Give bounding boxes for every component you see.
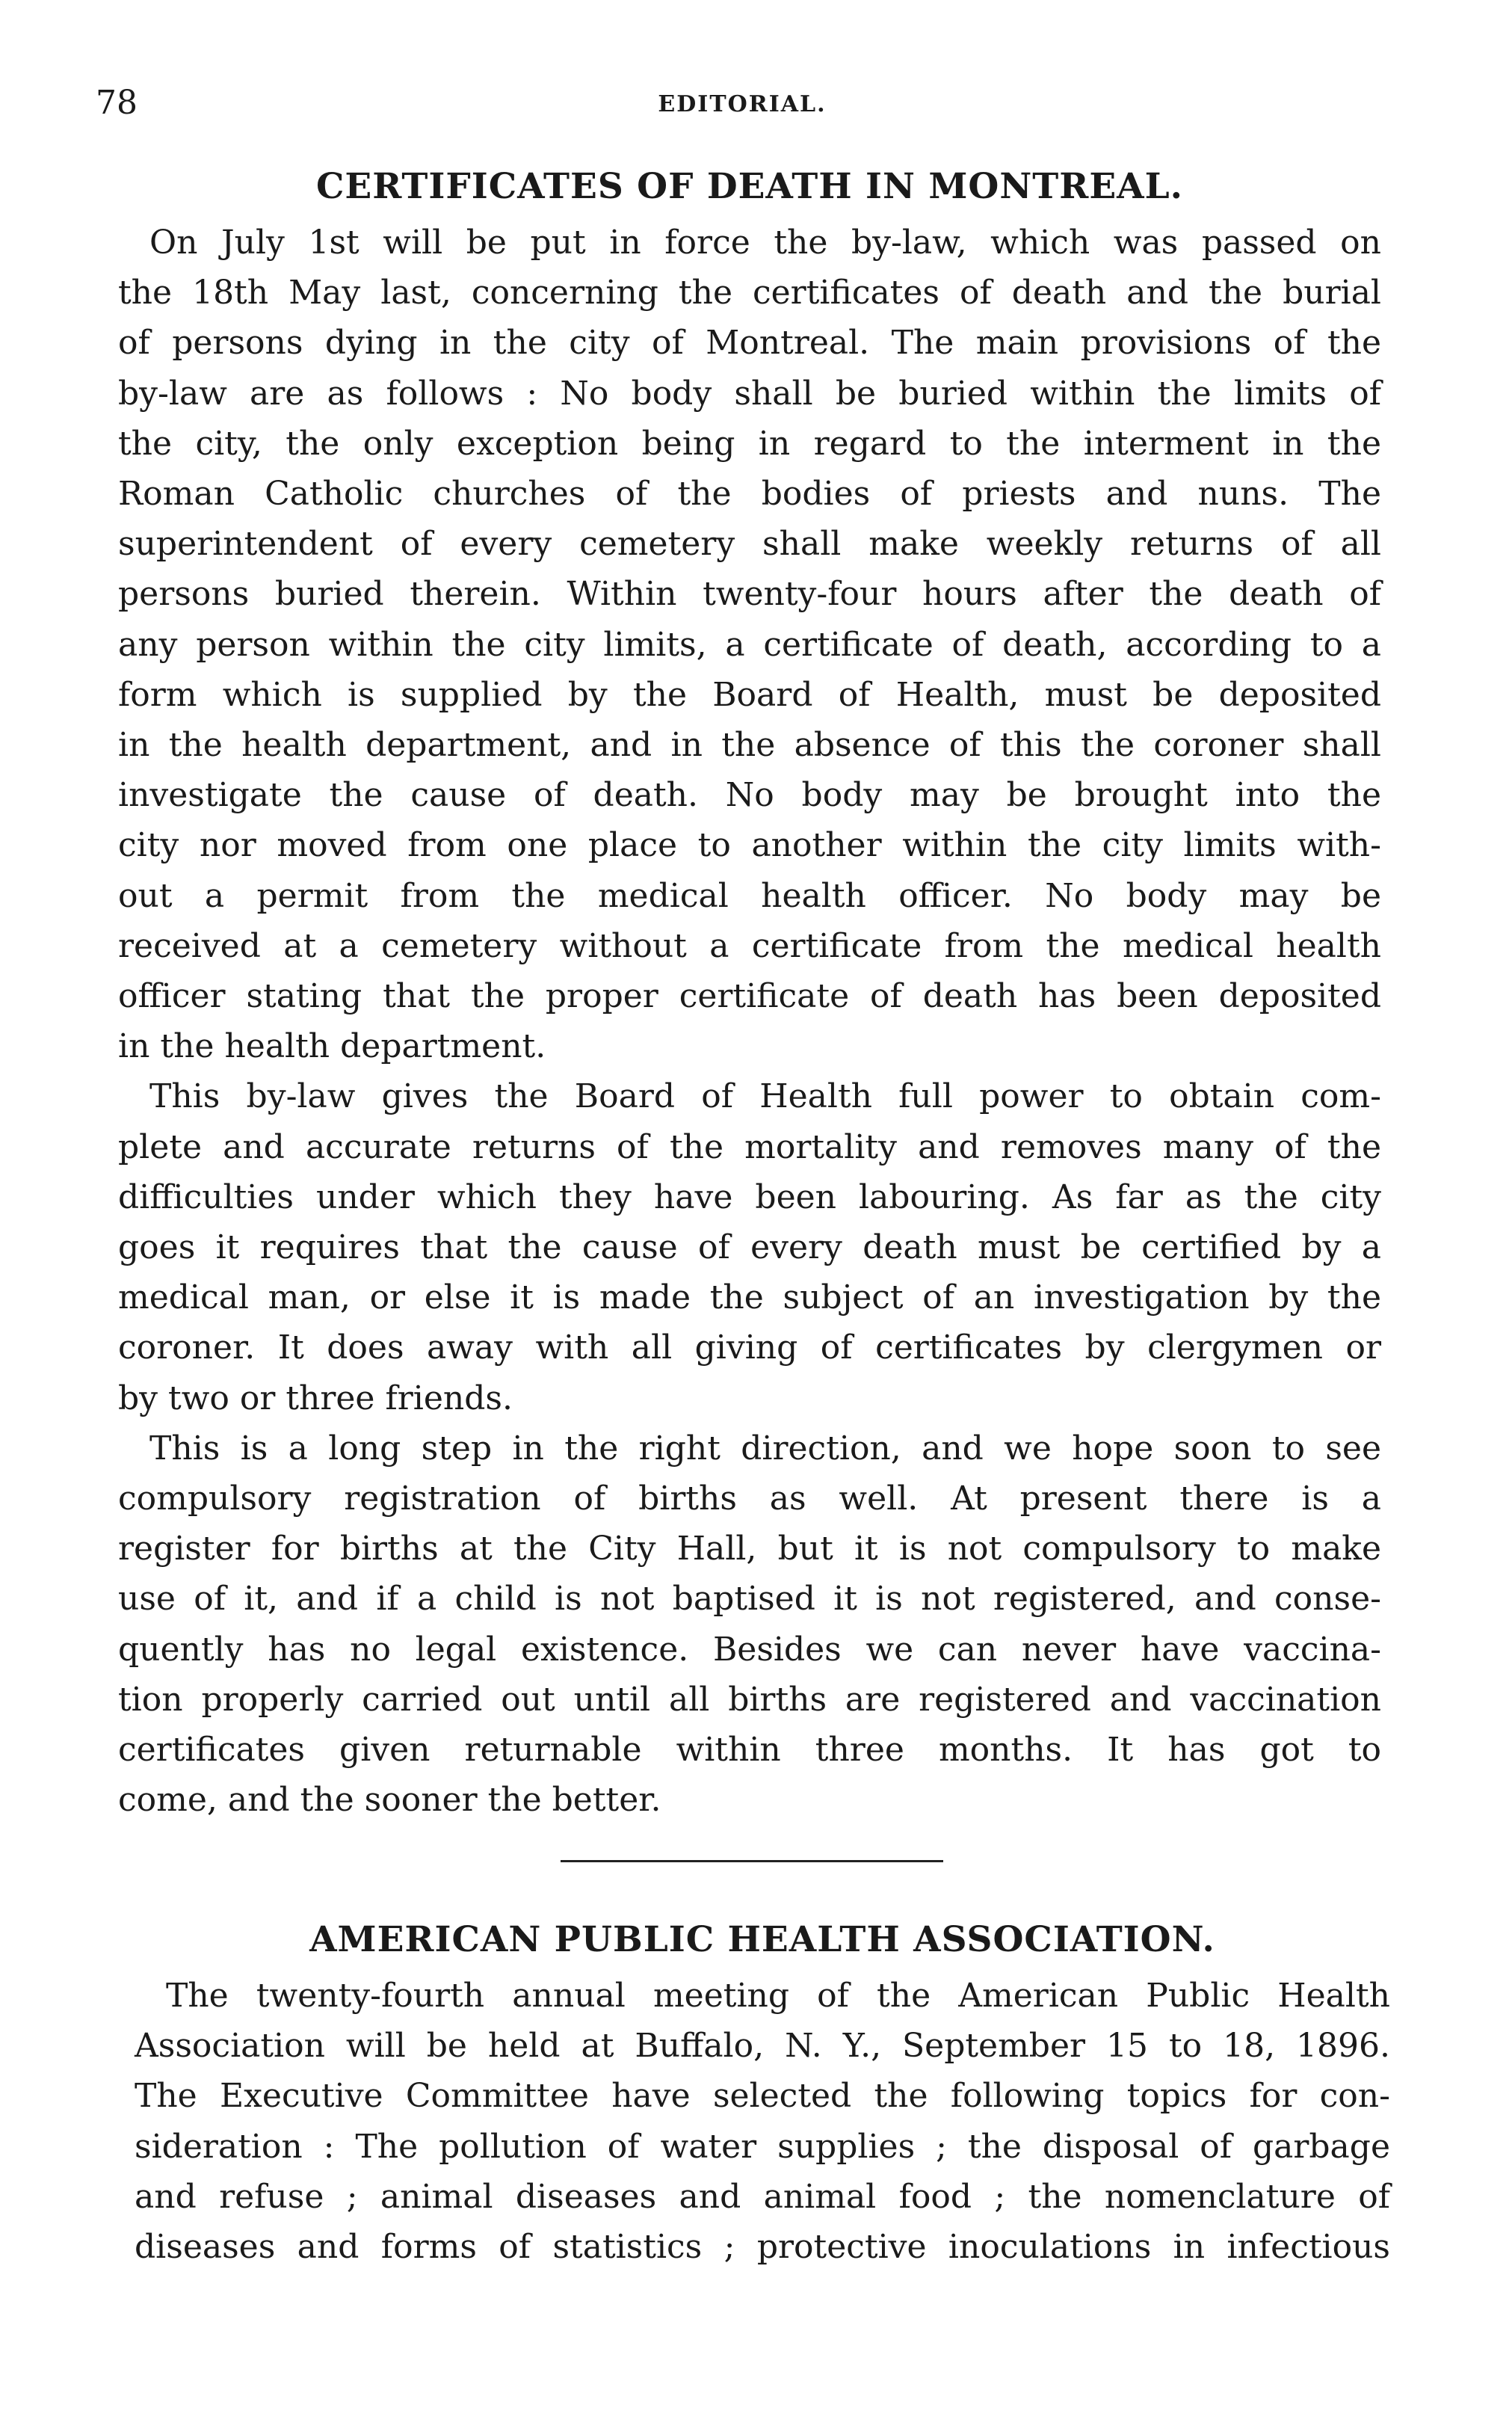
text-line: difficulties under which they have been labouring. As far as the city: [118, 1177, 1381, 1216]
text-line: in the health department.: [118, 1027, 546, 1066]
paragraph: [118, 218, 1381, 1071]
text-line: and refuse ; animal diseases and animal food ; the nomenclature of: [135, 2177, 1390, 2216]
text-line: persons buried therein. Within twenty-four hours after the death of: [118, 575, 1381, 614]
text-line: any person within the city limits, a certificate of death, according to a: [118, 625, 1381, 664]
text-line: use of it, and if a child is not baptised it is not registered, and conse-: [118, 1580, 1381, 1619]
text-line: sideration : The pollution of water supplies ; the disposal of garbage: [135, 2127, 1390, 2166]
text-line: by-law are as follows : No body shall be buried within the limits of: [118, 374, 1381, 413]
text-line: register for births at the City Hall, but it is not compulsory to make: [118, 1530, 1381, 1568]
text-line: of persons dying in the city of Montreal. The main provisions of the: [118, 324, 1381, 363]
text-line: officer stating that the proper certificate of death has been deposited: [118, 977, 1381, 1016]
text-line: form which is supplied by the Board of Health, must be deposited: [118, 675, 1381, 714]
text-line: This by-law gives the Board of Health full power to obtain com-: [149, 1077, 1381, 1116]
text-line: Roman Catholic churches of the bodies of priests and nuns. The: [118, 475, 1381, 514]
text-line: the city, the only exception being in regard to the interment in the: [118, 424, 1381, 463]
text-line: investigate the cause of death. No body may be brought into the: [118, 776, 1381, 815]
text-line: out a permit from the medical health officer. No body may be: [118, 876, 1381, 915]
section-divider: [561, 1860, 943, 1862]
text-line: compulsory registration of births as well. At present there is a: [118, 1480, 1381, 1518]
text-line: plete and accurate returns of the mortality and removes many of the: [118, 1127, 1381, 1166]
article-certificates-of-death: [118, 161, 1381, 1826]
text-line: tion properly carried out until all births are registered and vaccination: [118, 1680, 1381, 1719]
running-head: [96, 84, 1389, 136]
article-title: AMERICAN PUBLIC HEALTH ASSOCIATION.: [309, 1919, 1215, 1960]
text-line: This is a long step in the right direction, and we hope soon to see: [149, 1429, 1381, 1468]
text-line: the 18th May last, concerning the certificates of death and the burial: [118, 274, 1381, 312]
text-line: certificates given returnable within three months. It has got to: [118, 1731, 1381, 1770]
text-line: quently has no legal existence. Besides we can never have vaccina-: [118, 1630, 1381, 1669]
text-line: medical man, or else it is made the subject of an investigation by the: [118, 1278, 1381, 1317]
text-line: The Executive Committee have selected the following topics for con-: [135, 2077, 1390, 2116]
text-line: superintendent of every cemetery shall make weekly returns of all: [118, 525, 1381, 564]
text-line: come, and the sooner the better.: [118, 1781, 661, 1820]
text-line: The twenty-fourth annual meeting of the American Public Health: [166, 1977, 1390, 2015]
article-title: CERTIFICATES OF DEATH IN MONTREAL.: [315, 166, 1184, 207]
page-number: 78: [96, 84, 138, 122]
article-american-public-health-association: [135, 1914, 1390, 2272]
text-line: city nor moved from one place to another within the city limits with-: [118, 826, 1381, 865]
paragraph: [118, 1071, 1381, 1423]
text-line: by two or three friends.: [118, 1379, 513, 1417]
text-line: Association will be held at Buffalo, N. Y., September 15 to 18, 1896.: [135, 2027, 1390, 2066]
text-line: in the health department, and in the absence of this the coroner shall: [118, 726, 1381, 765]
text-line: received at a cemetery without a certificate from the medical health: [118, 926, 1381, 965]
text-line: diseases and forms of statistics ; protective inoculations in infectious: [135, 2228, 1390, 2267]
text-line: On July 1st will be put in force the by-law, which was passed on: [149, 224, 1381, 262]
running-title: EDITORIAL.: [658, 91, 827, 117]
paragraph: [135, 1971, 1390, 2272]
text-line: coroner. It does away with all giving of certificates by clergymen or: [118, 1328, 1381, 1367]
paragraph: [118, 1423, 1381, 1826]
text-line: goes it requires that the cause of every death must be certified by a: [118, 1228, 1381, 1267]
